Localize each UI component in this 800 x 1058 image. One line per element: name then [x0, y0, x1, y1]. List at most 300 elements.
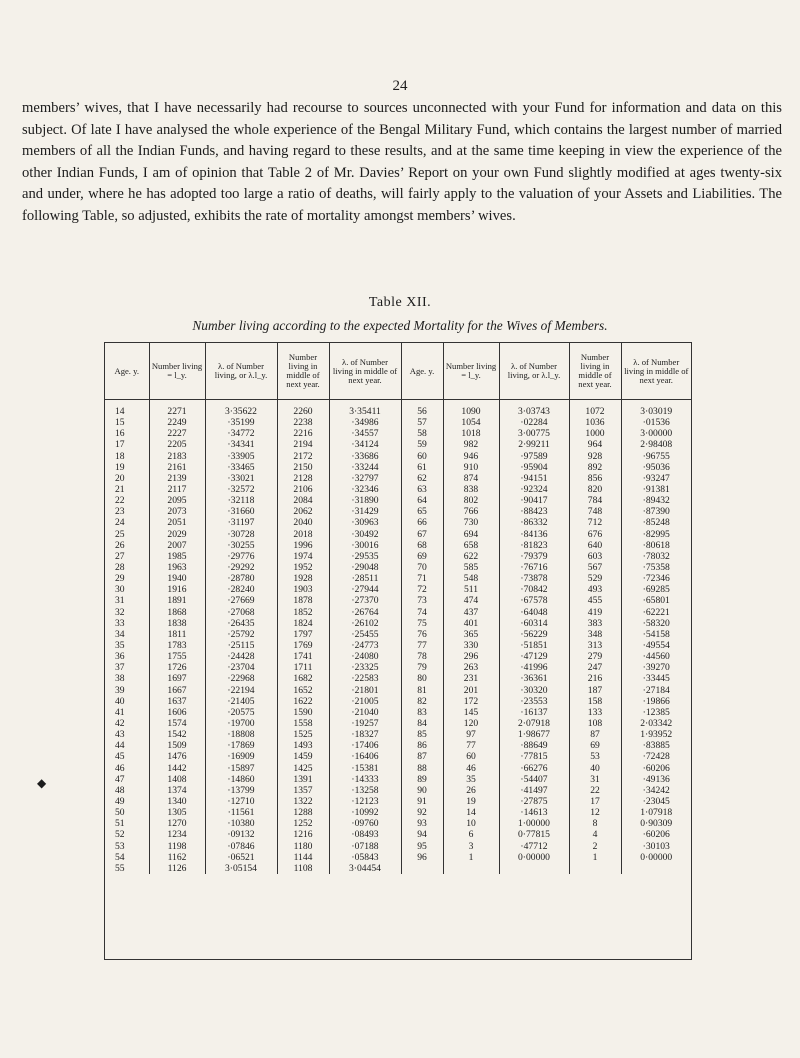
- table-cell: 55: [115, 862, 125, 874]
- table-cell: 1852: [277, 607, 329, 618]
- table-cell: 2095: [149, 495, 205, 506]
- table-cell: 3·05154: [205, 863, 277, 874]
- table-row: [105, 473, 691, 484]
- table-cell: 1: [569, 852, 621, 863]
- table-cell: ·22583: [329, 673, 401, 684]
- table-cell: ·29535: [329, 551, 401, 562]
- table-row: [105, 640, 691, 651]
- table-cell: 37: [115, 662, 125, 674]
- table-cell: 1606: [149, 707, 205, 718]
- table-cell: 1180: [277, 840, 329, 851]
- table-cell: 90: [401, 785, 443, 796]
- table-cell: 401: [443, 618, 499, 629]
- table-cell: ·30963: [329, 517, 401, 528]
- table-cell: 437: [443, 607, 499, 618]
- table-cell: 1916: [149, 584, 205, 595]
- table-cell: 1·00000: [499, 818, 569, 829]
- table-cell: ·95036: [621, 462, 691, 473]
- table-cell: 22: [569, 785, 621, 796]
- table-cell: ·32797: [329, 473, 401, 484]
- table-cell: ·08493: [329, 829, 401, 840]
- table-cell: 1322: [277, 796, 329, 807]
- table-cell: 1·93952: [621, 729, 691, 740]
- table-cell: ·30016: [329, 540, 401, 551]
- table-cell: 474: [443, 595, 499, 606]
- table-cell: 964: [569, 439, 621, 450]
- table-row: [105, 818, 691, 829]
- table-cell: 2·98408: [621, 439, 691, 450]
- table-cell: ·06521: [205, 852, 277, 863]
- table-cell: 86: [401, 740, 443, 751]
- table-cell: 1374: [149, 785, 205, 796]
- table-cell: ·54407: [499, 774, 569, 785]
- table-cell: ·34986: [329, 417, 401, 428]
- table-cell: 730: [443, 517, 499, 528]
- table-cell: 3: [443, 840, 499, 851]
- table-cell: 75: [401, 618, 443, 629]
- table-cell: 2216: [277, 428, 329, 439]
- table-cell: 64: [401, 495, 443, 506]
- table-row: [105, 551, 691, 562]
- table-cell: 216: [569, 673, 621, 684]
- table-cell: ·29776: [205, 551, 277, 562]
- table-row: [105, 863, 691, 874]
- table-row: [105, 428, 691, 439]
- table-cell: 68: [401, 540, 443, 551]
- table-cell: ·13799: [205, 785, 277, 796]
- table-cell: 67: [401, 529, 443, 540]
- table-cell: 50: [115, 807, 125, 819]
- table-cell: 455: [569, 595, 621, 606]
- table-cell: ·41497: [499, 785, 569, 796]
- table-cell: ·31660: [205, 506, 277, 517]
- table-cell: 1525: [277, 729, 329, 740]
- table-cell: 3·00000: [621, 428, 691, 439]
- table-cell: 33: [115, 617, 125, 629]
- table-cell: ·26764: [329, 607, 401, 618]
- table-cell: 548: [443, 573, 499, 584]
- table-cell: ·88423: [499, 506, 569, 517]
- table-cell: ·44560: [621, 651, 691, 662]
- table-cell: ·34124: [329, 439, 401, 450]
- table-cell: 585: [443, 562, 499, 573]
- table-cell: ·78032: [621, 551, 691, 562]
- table-row: [105, 740, 691, 751]
- table-cell: ·60206: [621, 829, 691, 840]
- table-cell: 158: [569, 696, 621, 707]
- table-cell: ·13258: [329, 785, 401, 796]
- table-row: [105, 462, 691, 473]
- table-cell: ·58320: [621, 618, 691, 629]
- table-cell: 231: [443, 673, 499, 684]
- table-cell: ·21801: [329, 685, 401, 696]
- table-cell: ·27068: [205, 607, 277, 618]
- table-cell: 30: [115, 584, 125, 596]
- table-cell: 1868: [149, 607, 205, 618]
- page-number: 24: [392, 78, 408, 94]
- table-cell: 1000: [569, 428, 621, 439]
- table-row: [105, 840, 691, 851]
- table-cell: 1903: [277, 584, 329, 595]
- table-cell: 1558: [277, 718, 329, 729]
- table-cell: ·80618: [621, 540, 691, 551]
- table-row: [105, 774, 691, 785]
- table-cell: 313: [569, 640, 621, 651]
- table-cell: 6: [443, 829, 499, 840]
- table-cell: 2084: [277, 495, 329, 506]
- table-cell: 1198: [149, 840, 205, 851]
- table-cell: 1476: [149, 751, 205, 762]
- table-cell: ·32346: [329, 484, 401, 495]
- table-cell: 1652: [277, 685, 329, 696]
- table-row: [105, 495, 691, 506]
- table-cell: 40: [569, 763, 621, 774]
- table-cell: ·69285: [621, 584, 691, 595]
- table-cell: 201: [443, 685, 499, 696]
- table-cell: 62: [401, 473, 443, 484]
- table-cell: 2150: [277, 462, 329, 473]
- table-cell: 419: [569, 607, 621, 618]
- table-cell: 712: [569, 517, 621, 528]
- table-cell: ·30103: [621, 840, 691, 851]
- table-cell: ·75358: [621, 562, 691, 573]
- table-cell: 20: [115, 472, 125, 484]
- table-cell: 44: [115, 740, 125, 752]
- table-cell: 1252: [277, 818, 329, 829]
- table-cell: 26: [443, 785, 499, 796]
- table-cell: 32: [115, 606, 125, 618]
- table-cell: 28: [115, 562, 125, 574]
- table-cell: ·28240: [205, 584, 277, 595]
- table-cell: ·67578: [499, 595, 569, 606]
- table-cell: ·18808: [205, 729, 277, 740]
- table-cell: ·39270: [621, 662, 691, 673]
- table-cell: ·30728: [205, 529, 277, 540]
- table-cell: 330: [443, 640, 499, 651]
- table-cell: ·27184: [621, 685, 691, 696]
- table-cell: ·17869: [205, 740, 277, 751]
- table-cell: 60: [443, 751, 499, 762]
- table-cell: 82: [401, 696, 443, 707]
- table-cell: 51: [115, 818, 125, 830]
- table-cell: ·65801: [621, 595, 691, 606]
- table-cell: 383: [569, 618, 621, 629]
- table-cell: 1·98677: [499, 729, 569, 740]
- table-cell: 22: [115, 495, 125, 507]
- table-cell: 567: [569, 562, 621, 573]
- table-cell: 296: [443, 651, 499, 662]
- table-cell: 529: [569, 573, 621, 584]
- table-cell: 61: [401, 462, 443, 473]
- table-cell: ·12710: [205, 796, 277, 807]
- table-cell: 2·99211: [499, 439, 569, 450]
- table-cell: 2117: [149, 484, 205, 495]
- table-cell: 3·00775: [499, 428, 569, 439]
- table-cell: 1216: [277, 829, 329, 840]
- table-cell: ·22968: [205, 673, 277, 684]
- table-cell: ·23045: [621, 796, 691, 807]
- table-cell: ·29048: [329, 562, 401, 573]
- table-cell: 694: [443, 529, 499, 540]
- table-cell: 133: [569, 707, 621, 718]
- header-lambda-living-right: λ. of Number living, or λ.l_y.: [499, 343, 569, 400]
- table-cell: 2183: [149, 451, 205, 462]
- table-cell: ·32118: [205, 495, 277, 506]
- table-cell: 80: [401, 673, 443, 684]
- table-cell: ·01536: [621, 417, 691, 428]
- table-cell: ·26435: [205, 618, 277, 629]
- table-cell: 18: [115, 450, 125, 462]
- table-cell: ·26102: [329, 618, 401, 629]
- table-cell: ·19866: [621, 696, 691, 707]
- table-cell: ·34341: [205, 439, 277, 450]
- table-cell: ·17406: [329, 740, 401, 751]
- table-row: [105, 707, 691, 718]
- table-cell: 2205: [149, 439, 205, 450]
- table-row: [105, 807, 691, 818]
- table-cell: 348: [569, 629, 621, 640]
- table-cell: 1838: [149, 618, 205, 629]
- table-cell: 622: [443, 551, 499, 562]
- table-cell: 892: [569, 462, 621, 473]
- table-cell: 1996: [277, 540, 329, 551]
- table-cell: 2260: [277, 406, 329, 417]
- table-row: [105, 517, 691, 528]
- table-cell: 10: [443, 818, 499, 829]
- table-row: [105, 451, 691, 462]
- table-cell: 66: [401, 517, 443, 528]
- table-cell: 36: [115, 651, 125, 663]
- table-cell: 1288: [277, 807, 329, 818]
- table-row: [105, 506, 691, 517]
- table-row: [105, 540, 691, 551]
- table-cell: ·94151: [499, 473, 569, 484]
- table-cell: 1711: [277, 662, 329, 673]
- table-cell: 45: [115, 751, 125, 763]
- table-cell: 87: [401, 751, 443, 762]
- table-cell: ·12123: [329, 796, 401, 807]
- table-cell: ·87390: [621, 506, 691, 517]
- table-cell: ·23553: [499, 696, 569, 707]
- table-cell: 47: [115, 773, 125, 785]
- table-cell: 35: [443, 774, 499, 785]
- table-cell: 65: [401, 506, 443, 517]
- table-cell: ·76716: [499, 562, 569, 573]
- table-cell: ·31429: [329, 506, 401, 517]
- table-cell: 1985: [149, 551, 205, 562]
- table-cell: 77: [443, 740, 499, 751]
- table-cell: 0·90309: [621, 818, 691, 829]
- table-cell: 2161: [149, 462, 205, 473]
- margin-mark: ◆: [37, 776, 47, 790]
- table-cell: ·54158: [621, 629, 691, 640]
- header-lambda-middle-left: λ. of Number living in middle of next year.: [329, 343, 401, 400]
- table-cell: ·70842: [499, 584, 569, 595]
- table-cell: 19: [443, 796, 499, 807]
- table-cell: 1622: [277, 696, 329, 707]
- table-row: [105, 651, 691, 662]
- table-cell: 1824: [277, 618, 329, 629]
- table-cell: 69: [569, 740, 621, 751]
- table-cell: ·86332: [499, 517, 569, 528]
- table-cell: 1036: [569, 417, 621, 428]
- table-cell: ·18327: [329, 729, 401, 740]
- table-cell: 48: [115, 784, 125, 796]
- table-cell: 77: [401, 640, 443, 651]
- table-cell: 58: [401, 428, 443, 439]
- table-cell: ·27370: [329, 595, 401, 606]
- table-cell: [401, 863, 443, 874]
- table-cell: ·33905: [205, 451, 277, 462]
- table-cell: 17: [115, 439, 125, 451]
- table-cell: 247: [569, 662, 621, 673]
- table-cell: 2194: [277, 439, 329, 450]
- table-cell: ·30320: [499, 685, 569, 696]
- table-cell: ·95904: [499, 462, 569, 473]
- table-cell: 76: [401, 629, 443, 640]
- table-cell: 0·77815: [499, 829, 569, 840]
- table-row: [105, 573, 691, 584]
- table-row: [105, 751, 691, 762]
- table-cell: 95: [401, 840, 443, 851]
- table-cell: 1090: [443, 406, 499, 417]
- table-cell: 17: [569, 796, 621, 807]
- table-cell: 838: [443, 484, 499, 495]
- table-cell: 42: [115, 718, 125, 729]
- table-cell: 16: [115, 428, 125, 440]
- table-cell: 1755: [149, 651, 205, 662]
- table-row: [105, 796, 691, 807]
- table-cell: 603: [569, 551, 621, 562]
- table-cell: ·24773: [329, 640, 401, 651]
- header-lambda-middle-right: λ. of Number living in middle of next year.: [621, 343, 691, 400]
- table-cell: 27: [115, 550, 125, 562]
- table-cell: 3·03019: [621, 406, 691, 417]
- table-cell: 73: [401, 595, 443, 606]
- table-cell: 4: [569, 829, 621, 840]
- table-cell: [443, 863, 499, 874]
- table-cell: 3·35411: [329, 406, 401, 417]
- table-cell: 2·07918: [499, 718, 569, 729]
- table-cell: 1054: [443, 417, 499, 428]
- mortality-table-frame: [104, 342, 692, 960]
- table-cell: ·19257: [329, 718, 401, 729]
- table-cell: 39: [115, 684, 125, 696]
- table-cell: 1637: [149, 696, 205, 707]
- table-cell: 2·03342: [621, 718, 691, 729]
- table-cell: 1697: [149, 673, 205, 684]
- table-cell: ·89432: [621, 495, 691, 506]
- table-cell: ·51851: [499, 640, 569, 651]
- table-cell: 19: [115, 461, 125, 473]
- table-subtitle: Number living according to the expected Mortality for the Wives of Members.: [192, 318, 608, 333]
- table-cell: 52: [115, 829, 125, 841]
- table-cell: 1741: [277, 651, 329, 662]
- table-cell: ·24080: [329, 651, 401, 662]
- table-cell: ·27669: [205, 595, 277, 606]
- table-cell: 93: [401, 818, 443, 829]
- table-cell: 1108: [277, 863, 329, 874]
- table-cell: 72: [401, 584, 443, 595]
- table-cell: ·09132: [205, 829, 277, 840]
- table-cell: ·19700: [205, 718, 277, 729]
- table-cell: 53: [115, 840, 125, 852]
- table-cell: ·47712: [499, 840, 569, 851]
- table-cell: 2227: [149, 428, 205, 439]
- table-cell: 69: [401, 551, 443, 562]
- table-row: [105, 439, 691, 450]
- table-cell: 1574: [149, 718, 205, 729]
- table-cell: ·72346: [621, 573, 691, 584]
- table-cell: 14: [443, 807, 499, 818]
- table-cell: ·73878: [499, 573, 569, 584]
- table-cell: ·16137: [499, 707, 569, 718]
- table-row: [105, 785, 691, 796]
- table-row: [105, 618, 691, 629]
- table-cell: 493: [569, 584, 621, 595]
- table-cell: ·02284: [499, 417, 569, 428]
- table-cell: ·60314: [499, 618, 569, 629]
- header-number-living-right: Number living = l_y.: [443, 343, 499, 400]
- table-cell: 145: [443, 707, 499, 718]
- table-cell: 1340: [149, 796, 205, 807]
- table-cell: ·28511: [329, 573, 401, 584]
- table-cell: 1590: [277, 707, 329, 718]
- table-cell: 21: [115, 484, 125, 496]
- table-cell: 46: [115, 762, 125, 774]
- table-cell: ·83885: [621, 740, 691, 751]
- table-row: [105, 696, 691, 707]
- table-cell: ·49136: [621, 774, 691, 785]
- table-cell: 658: [443, 540, 499, 551]
- table-cell: 1769: [277, 640, 329, 651]
- table-cell: ·33445: [621, 673, 691, 684]
- table-cell: ·21040: [329, 707, 401, 718]
- table-cell: 1305: [149, 807, 205, 818]
- table-cell: ·14333: [329, 774, 401, 785]
- table-cell: 1442: [149, 763, 205, 774]
- table-cell: 1974: [277, 551, 329, 562]
- table-cell: 3·04454: [329, 863, 401, 874]
- table-cell: ·07846: [205, 840, 277, 851]
- table-cell: ·27875: [499, 796, 569, 807]
- table-cell: 802: [443, 495, 499, 506]
- table-cell: ·27944: [329, 584, 401, 595]
- table-cell: 2128: [277, 473, 329, 484]
- table-cell: 3·03743: [499, 406, 569, 417]
- table-cell: 81: [401, 685, 443, 696]
- table-cell: ·15897: [205, 763, 277, 774]
- table-cell: 1072: [569, 406, 621, 417]
- table-cell: 2139: [149, 473, 205, 484]
- table-cell: 120: [443, 718, 499, 729]
- table-cell: ·49554: [621, 640, 691, 651]
- table-cell: 79: [401, 662, 443, 673]
- table-cell: ·56229: [499, 629, 569, 640]
- table-cell: 856: [569, 473, 621, 484]
- table-cell: 70: [401, 562, 443, 573]
- table-cell: 1509: [149, 740, 205, 751]
- table-cell: ·82995: [621, 529, 691, 540]
- header-age-right: Age. y.: [401, 343, 443, 400]
- table-cell: 1878: [277, 595, 329, 606]
- table-cell: 1493: [277, 740, 329, 751]
- table-cell: ·96755: [621, 451, 691, 462]
- table-cell: 2172: [277, 451, 329, 462]
- header-age-left: Age. y.: [105, 343, 149, 400]
- table-cell: ·34242: [621, 785, 691, 796]
- table-cell: 279: [569, 651, 621, 662]
